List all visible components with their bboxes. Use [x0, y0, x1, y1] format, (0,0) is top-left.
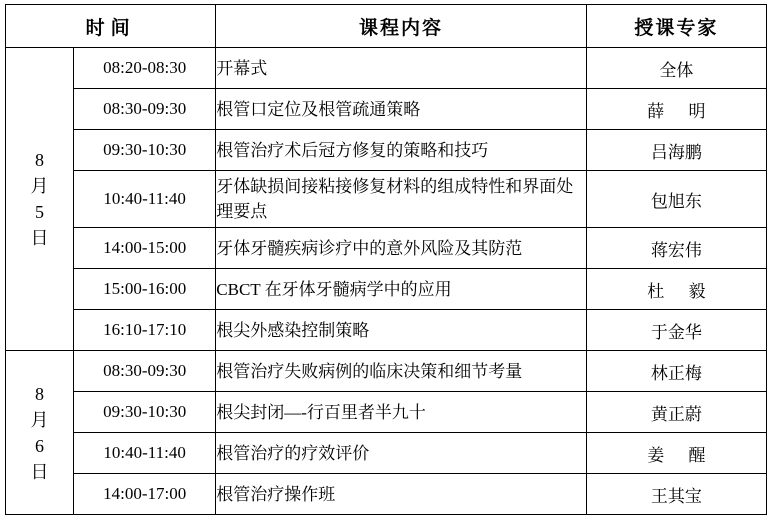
session-expert: 林正梅 — [586, 351, 766, 392]
table-row — [6, 89, 767, 130]
table-row — [6, 392, 767, 433]
table-header-row — [6, 5, 767, 48]
session-expert: 于金华 — [586, 310, 766, 351]
session-topic: CBCT 在牙体牙髓病学中的应用 — [216, 269, 586, 310]
session-topic: 根管治疗的疗效评价 — [216, 433, 586, 474]
session-expert: 包旭东 — [586, 171, 766, 228]
session-time: 14:00-17:00 — [74, 474, 216, 515]
session-time: 08:30-09:30 — [74, 89, 216, 130]
session-topic: 牙体缺损间接粘接修复材料的组成特性和界面处理要点 — [216, 171, 586, 228]
session-topic: 牙体牙髓疾病诊疗中的意外风险及其防范 — [216, 228, 586, 269]
table-row — [6, 474, 767, 515]
session-topic: 根尖封闭—-行百里者半九十 — [216, 392, 586, 433]
session-expert: 姜 醒 — [586, 433, 766, 474]
table-row — [6, 269, 767, 310]
session-expert: 黄正蔚 — [586, 392, 766, 433]
session-expert: 杜 毅 — [586, 269, 766, 310]
session-topic: 根管治疗操作班 — [216, 474, 586, 515]
table-header — [6, 5, 767, 48]
day-label-stack — [6, 381, 73, 485]
column-header-topic: 课程内容 — [216, 5, 586, 48]
session-time: 08:20-08:30 — [74, 48, 216, 89]
session-expert: 薛 明 — [586, 89, 766, 130]
day-label-line: 8 — [35, 150, 45, 170]
table-row — [6, 171, 767, 228]
day-label-line: 月 — [30, 176, 49, 196]
day-label-line: 月 — [30, 409, 49, 430]
session-topic: 开幕式 — [216, 48, 586, 89]
day-label-cell — [6, 48, 74, 351]
session-time: 09:30-10:30 — [74, 392, 216, 433]
day-label-cell — [6, 351, 74, 515]
session-time: 14:00-15:00 — [74, 228, 216, 269]
session-time: 08:30-09:30 — [74, 351, 216, 392]
day-label-line: 6 — [35, 435, 45, 456]
session-time: 10:40-11:40 — [74, 433, 216, 474]
session-expert: 全体 — [586, 48, 766, 89]
course-schedule-table — [5, 4, 767, 515]
table-row — [6, 433, 767, 474]
table-row — [6, 310, 767, 351]
session-topic: 根管治疗术后冠方修复的策略和技巧 — [216, 130, 586, 171]
table-row — [6, 351, 767, 392]
session-expert: 蒋宏伟 — [586, 228, 766, 269]
table-row — [6, 48, 767, 89]
day-label-line: 5 — [35, 202, 45, 222]
session-expert: 王其宝 — [586, 474, 766, 515]
table-body — [6, 48, 767, 515]
session-expert: 吕海鹏 — [586, 130, 766, 171]
session-topic: 根管治疗失败病例的临床决策和细节考量 — [216, 351, 586, 392]
column-header-expert: 授课专家 — [586, 5, 766, 48]
session-topic: 根尖外感染控制策略 — [216, 310, 586, 351]
session-time: 16:10-17:10 — [74, 310, 216, 351]
column-header-time: 时间 — [6, 5, 216, 48]
table-row — [6, 130, 767, 171]
day-label-stack — [6, 147, 73, 251]
session-time: 10:40-11:40 — [74, 171, 216, 228]
day-label-line: 日 — [30, 228, 49, 248]
session-time: 15:00-16:00 — [74, 269, 216, 310]
table-row — [6, 228, 767, 269]
day-label-line: 8 — [35, 383, 45, 404]
session-time: 09:30-10:30 — [74, 130, 216, 171]
session-topic: 根管口定位及根管疏通策略 — [216, 89, 586, 130]
day-label-line: 日 — [30, 461, 49, 482]
